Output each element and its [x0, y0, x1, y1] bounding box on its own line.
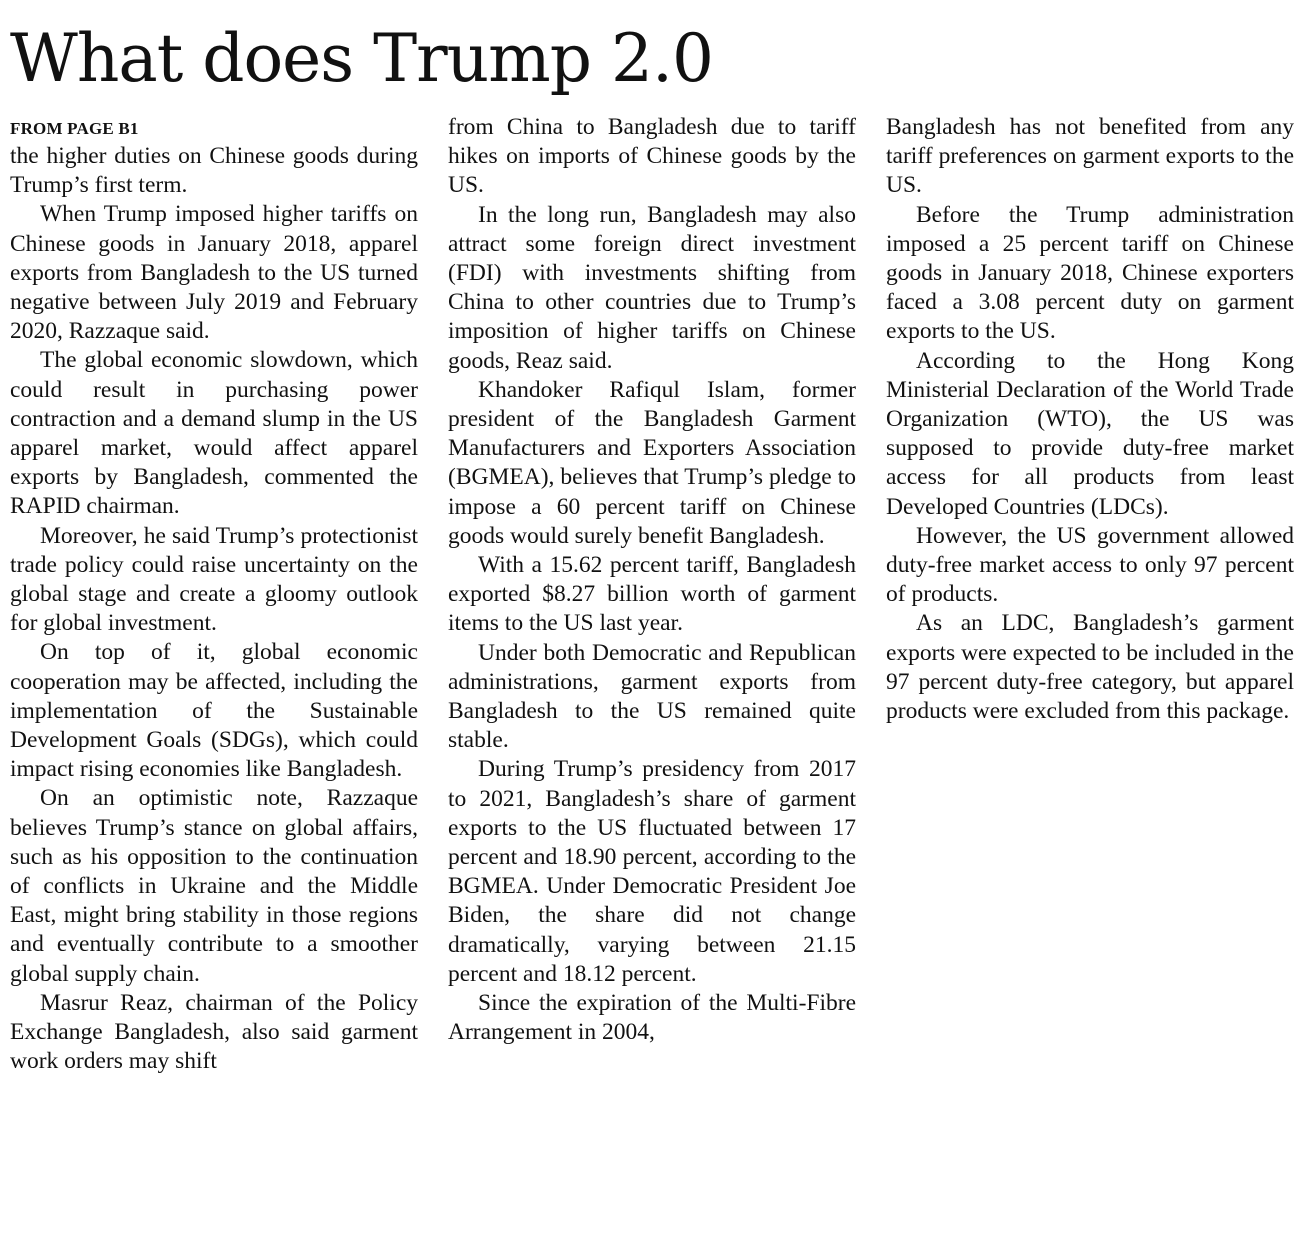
paragraph: With a 15.62 percent tariff, Bangladesh exported $8.27 billion worth of garment items to the US last year.	[448, 552, 856, 637]
paragraph: Before the Trump administration imposed a 25 percent tariff on Chinese goods in January 2018, Chinese exporters faced a 3.08 percent duty on garment exports to the US.	[886, 201, 1294, 345]
paragraph: from China to Bangladesh due to tariff hikes on imports of Chinese goods by the US.	[448, 114, 856, 199]
paragraph: On top of it, global economic cooperation may be affected, including the implementation of the Sustainable Development Goals (SDGs), which could impact rising economies like Bangladesh.	[10, 639, 418, 783]
paragraph: As an LDC, Bangladesh’s garment exports were expected to be included in the 97 percent duty-free category, but apparel products were excluded from this package.	[886, 610, 1294, 725]
paragraph: In the long run, Bangladesh may also attract some foreign direct investment (FDI) with investments shifting from China to other countries due to Trump’s imposition of higher tariffs on Chinese goods, Reaz said.	[448, 201, 856, 374]
paragraph: Moreover, he said Trump’s protectionist trade policy could raise uncertainty on the global stage and create a gloomy outlook for global investment.	[10, 522, 418, 637]
paragraph: the higher duties on Chinese goods during Trump’s first term.	[10, 143, 418, 199]
paragraph: Bangladesh has not benefited from any tariff preferences on garment exports to the US.	[886, 114, 1294, 199]
paragraph: Since the expiration of the Multi-Fibre Arrangement in 2004,	[448, 990, 856, 1046]
paragraph: When Trump imposed higher tariffs on Chinese goods in January 2018, apparel exports from Bangladesh to the US turned negative between July 2019 and February 2020, Razzaque said.	[10, 201, 418, 345]
page-jump-label: FROM PAGE B1	[10, 119, 139, 138]
paragraph: However, the US government allowed duty-free market access to only 97 percent of products.	[886, 522, 1294, 608]
column-3	[886, 113, 1294, 726]
headline: What does Trump 2.0	[10, 20, 713, 97]
paragraph: According to the Hong Kong Ministerial Declaration of the World Trade Organization (WTO), the US was supposed to provide duty-free market access for all products from least Developed Countries (LDCs).	[886, 347, 1294, 520]
paragraph: During Trump’s presidency from 2017 to 2021, Bangladesh’s share of garment exports to the US fluctuated between 17 percent and 18.90 percent, according to the BGMEA. Under Democratic President Joe Biden, the share did not change dramatically, varying between 21.15 percent and 18.12 percent.	[448, 756, 856, 987]
paragraph: On an optimistic note, Razzaque believes Trump’s stance on global affairs, such as his opposition to the continuation of conflicts in Ukraine and the Middle East, might bring stability in those regions and eventually contribute to a smoother global supply chain.	[10, 785, 418, 987]
column-2	[448, 113, 856, 1048]
paragraph: Under both Democratic and Republican administrations, garment exports from Bangladesh to the US remained quite stable.	[448, 639, 856, 754]
paragraph: Masrur Reaz, chairman of the Policy Exchange Bangladesh, also said garment work orders may shift	[10, 989, 418, 1075]
paragraph: The global economic slowdown, which could result in purchasing power contraction and a demand slump in the US apparel market, would affect apparel exports by Bangladesh, commented the RAPID chairman.	[10, 347, 418, 520]
paragraph: Khandoker Rafiqul Islam, former president of the Bangladesh Garment Manufacturers and Exporters Association (BGMEA), believes that Trump’s pledge to impose a 60 percent tariff on Chinese goods would surely benefit Bangladesh.	[448, 376, 856, 549]
column-1	[10, 142, 418, 1077]
